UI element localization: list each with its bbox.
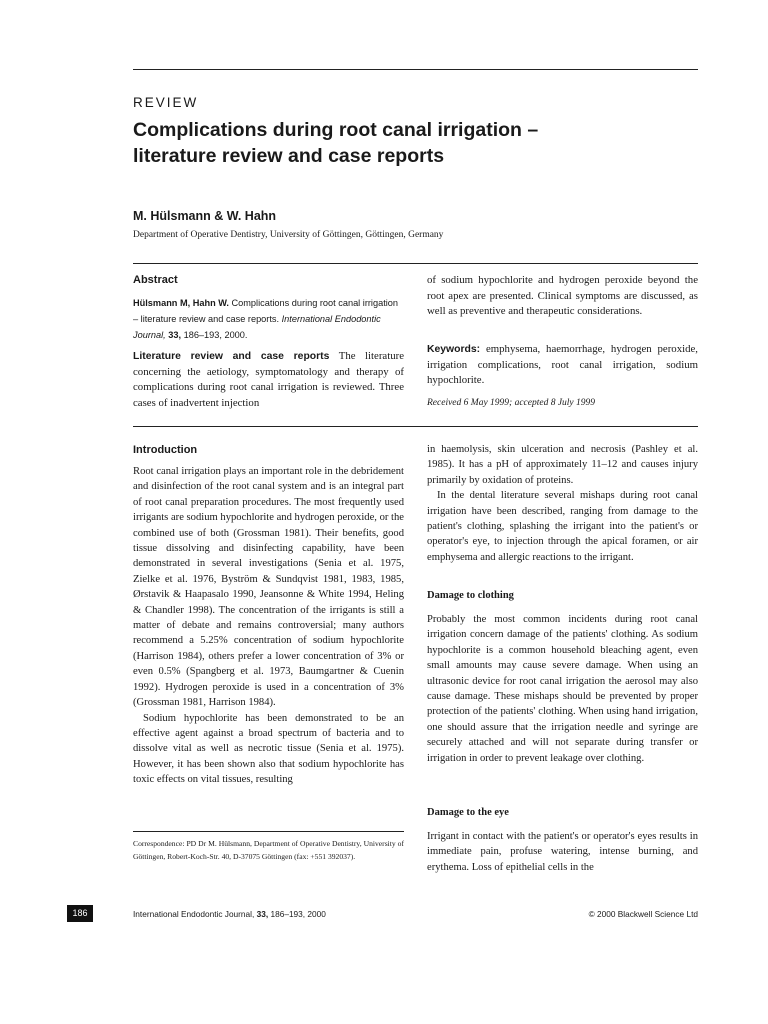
abstract-rule — [133, 263, 698, 264]
abstract-body — [133, 349, 404, 411]
received-dates: Received 6 May 1999; accepted 8 July 1999 — [427, 398, 596, 408]
title-line-1: Complications during root canal irrigation – — [133, 119, 539, 141]
keywords-text: emphysema, haemorrhage, hydrogen peroxide, irrigation complications, root canal irrigation, sodium hypochlorite. — [427, 343, 698, 387]
page-number-badge: 186 — [67, 905, 93, 922]
paper-title — [133, 117, 693, 169]
correspondence: Correspondence: PD Dr M. Hülsmann, Department of Operative Dentistry, University of Göttingen, Robert-Koch-Str. 40, D-37075 Göttingen (fax: +551 392037). — [133, 839, 404, 861]
clothing-heading: Damage to clothing — [427, 590, 514, 601]
affiliation: Department of Operative Dentistry, University of Göttingen, Göttingen, Germany — [133, 230, 444, 240]
eye-text: Irrigant in contact with the patient's or operator's eyes results in immediate pain, profuse watering, intense burning, and erythema. Loss of epithelial cells in the — [427, 831, 698, 873]
section-label: REVIEW — [133, 95, 199, 110]
abstract-continued: of sodium hypochlorite and hydrogen peroxide beyond the root apex are presented. Clinical symptoms are discussed, as well as preventive and therapeutic considerations. — [427, 274, 698, 318]
body-rule — [133, 426, 698, 427]
citation-pages: 186–193, 2000. — [183, 330, 248, 340]
footer-copyright: © 2000 Blackwell Science Ltd — [588, 909, 698, 919]
authors: M. Hülsmann & W. Hahn — [133, 209, 277, 223]
footer-volume: 33, — [256, 909, 269, 919]
footer-journal-name: International Endodontic Journal, — [133, 909, 255, 919]
right-column-body — [427, 442, 698, 565]
eye-heading: Damage to the eye — [427, 807, 509, 818]
keywords-label: Keywords: — [427, 344, 481, 355]
introduction-heading: Introduction — [133, 444, 198, 456]
intro-paragraph-2: Sodium hypochlorite has been demonstrated to be an effective agent against a broad spectrum of bacteria and to dissolve vital as well as necrotic tissue (Senia et al. 1975). However, it has been shown also that sodium hypochlorite has toxic effects on vital tissues, resulting — [133, 712, 404, 786]
intro-paragraph-3: In the dental literature several mishaps during root canal irrigation have been described, ranging from damage to the patient's clothing, splashing the irrigant into the patient's or operator's eye, to injection through the apical foramen, or air emphysema and allergic reactions to the irrigant. — [427, 490, 698, 563]
intro-paragraph-2-continued: in haemolysis, skin ulceration and necrosis (Pashley et al. 1985). It has a pH of approximately 11–12 and causes injury primarily by oxidation of proteins. — [427, 444, 698, 486]
title-line-2: literature review and case reports — [133, 145, 445, 167]
keywords — [427, 342, 698, 389]
abstract-citation — [133, 295, 404, 343]
citation-volume: 33, — [168, 330, 182, 340]
intro-paragraph-1: Root canal irrigation plays an important role in the debridement and disinfection of the root canal system and is an integral part of root canal preparation procedures. The most frequently used irrigants are sodium hypochlorite and hydrogen peroxide, or the combined use of both (Grossman 1981). Their benefits, good tissue dissolving and disinfecting capability, have been demonstrated in several investigations (Senia et al. 1975, Zielke et al. 1976, Byström & Sundqvist 1981, 1983, 1985, Ørstavik & Haapasalo 1990, Jeansonne & White 1994, Heling & Chandler 1998). The concentration of the irrigants is still a matter of debate and remains controversial; many authors recommend a 5.25% concentration of sodium hypochlorite (Harrison 1984), others prefer a lower concentration of 3% or even 0.5% (Spangberg et al. 1973, Baumgartner & Cuenin 1992). Hydrogen peroxide is used in a concentration of 3% (Grossman 1981, Harrison 1984). — [133, 466, 404, 709]
footer-journal — [133, 909, 326, 919]
citation-journal: International Endodontic Journal, — [133, 314, 381, 340]
correspondence-rule — [133, 831, 404, 832]
abstract-body-heading: Literature review and case reports — [133, 351, 330, 362]
abstract-heading: Abstract — [133, 274, 178, 286]
top-rule — [133, 69, 698, 70]
citation-authors: Hülsmann M, Hahn W. — [133, 298, 229, 308]
citation-text: Complications during root canal irrigation – literature review and case reports. — [133, 298, 399, 324]
clothing-text: Probably the most common incidents during root canal irrigation concern damage of the patients' clothing. As sodium hypochlorite is a common household bleaching agent, even small amounts may cause severe damage. When using an ultrasonic device for root canal irrigation the aerosol may also cause damage. These mishaps should be prevented by proper protection of the patients' clothing. When using hand irrigation, one should assure that the irrigation needle and syringe are securely attached and will not separate during transfer or irrigation in order to prevent leakage over clothing. — [427, 614, 698, 764]
introduction-body — [133, 464, 404, 788]
footer-pages: 186–193, 2000 — [270, 909, 326, 919]
abstract-body-text: The literature concerning the aetiology, symptomatology and therapy of complications during root canal irrigation is reviewed. Three cases of inadvertent injection — [133, 350, 404, 409]
